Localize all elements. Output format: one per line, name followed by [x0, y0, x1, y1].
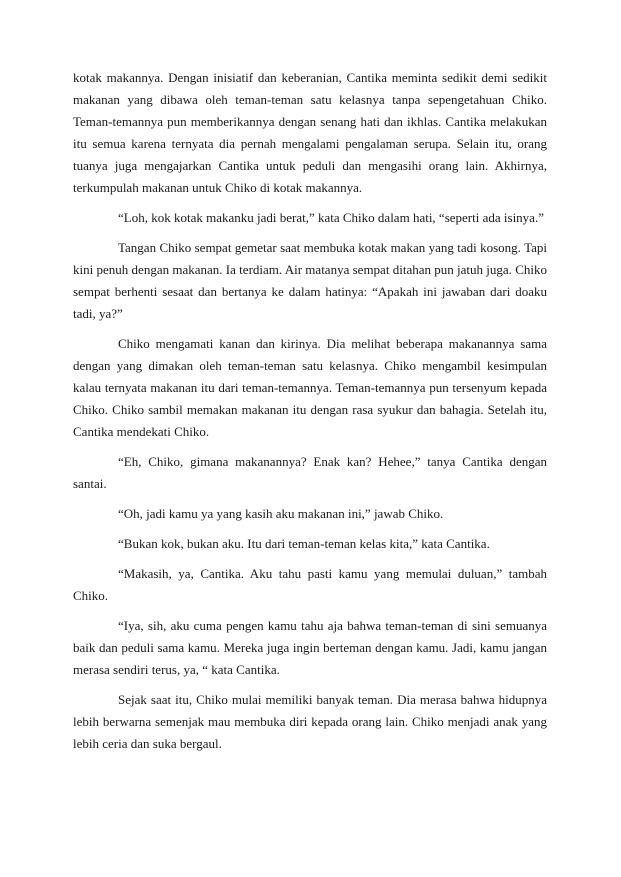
paragraph: “Iya, sih, aku cuma pengen kamu tahu aja bahwa teman-teman di sini semuanya baik dan peduli sama kamu. Mereka juga ingin berteman dengan kamu. Jadi, kamu jangan merasa sendiri terus, ya, “ kata Cantika.	[73, 618, 547, 677]
paragraph: “Eh, Chiko, gimana makanannya? Enak kan? Hehee,” tanya Cantika dengan santai.	[73, 454, 547, 491]
document-page	[73, 67, 547, 763]
paragraph: “Makasih, ya, Cantika. Aku tahu pasti kamu yang memulai duluan,” tambah Chiko.	[73, 566, 547, 603]
paragraph: kotak makannya. Dengan inisiatif dan keberanian, Cantika meminta sedikit demi sedikit makanan yang dibawa oleh teman-teman satu kelasnya tanpa sepengetahuan Chiko. Teman-temannya pun memberikannya dengan senang hati dan ikhlas. Cantika melakukan itu semua karena ternyata dia pernah mengalami pengalaman serupa. Selain itu, orang tuanya juga mengajarkan Cantika untuk peduli dan mengasihi orang lain. Akhirnya, terkumpulah makanan untuk Chiko di kotak makannya.	[73, 70, 547, 195]
paragraph: Chiko mengamati kanan dan kirinya. Dia melihat beberapa makanannya sama dengan yang dimakan oleh teman-teman satu kelasnya. Chiko mengambil kesimpulan kalau ternyata makanan itu dari teman-temannya. Teman-temannya pun tersenyum kepada Chiko. Chiko sambil memakan makanan itu dengan rasa syukur dan bahagia. Setelah itu, Cantika mendekati Chiko.	[73, 336, 547, 439]
paragraph: “Loh, kok kotak makanku jadi berat,” kata Chiko dalam hati, “seperti ada isinya.”	[118, 210, 544, 225]
paragraph: Sejak saat itu, Chiko mulai memiliki banyak teman. Dia merasa bahwa hidupnya lebih berwarna semenjak mau membuka diri kepada orang lain. Chiko menjadi anak yang lebih ceria dan suka bergaul.	[73, 692, 547, 751]
paragraph: “Bukan kok, bukan aku. Itu dari teman-teman kelas kita,” kata Cantika.	[118, 536, 490, 551]
paragraph: “Oh, jadi kamu ya yang kasih aku makanan ini,” jawab Chiko.	[118, 506, 444, 521]
paragraph: Tangan Chiko sempat gemetar saat membuka kotak makan yang tadi kosong. Tapi kini penuh dengan makanan. Ia terdiam. Air matanya sempat ditahan pun jatuh juga. Chiko sempat berhenti sesaat dan bertanya ke dalam hatinya: “Apakah ini jawaban dari doaku tadi, ya?”	[73, 240, 547, 321]
